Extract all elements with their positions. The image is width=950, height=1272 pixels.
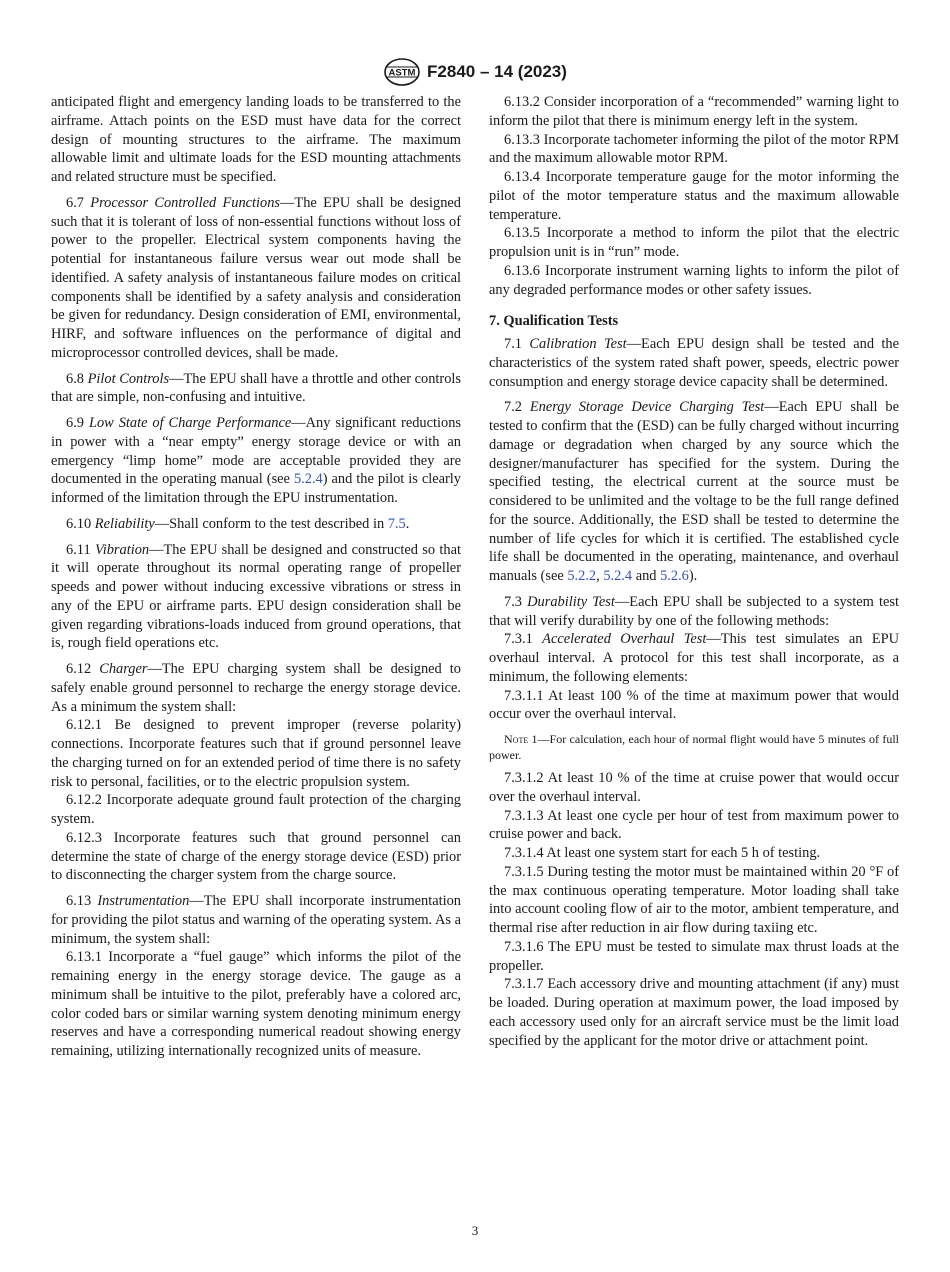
section-7-3-1-2: 7.3.1.2 At least 10 % of the time at cruise power that would occur over the overhaul interval. bbox=[489, 770, 899, 805]
section-7-3: 7.3 Durability Test—Each EPU shall be subjected to a system test that will verify durability by one of the following methods: bbox=[489, 593, 899, 629]
section-6-9: 6.9 Low State of Charge Performance—Any significant reductions in power with a “near empty” energy storage device or with an emergency “limp home” mode are acceptable provided they are documented in the operating manual (see 5.2.4) and the pilot is clearly informed of the limitation through the EPU instrumentation. bbox=[51, 415, 461, 506]
section-7-3-1-1: 7.3.1.1 At least 100 % of the time at maximum power that would occur over the overhaul interval. bbox=[489, 687, 899, 723]
section-6-13-2: 6.13.2 Consider incorporation of a “recommended” warning light to inform the pilot that there is minimum energy left in the system. bbox=[489, 94, 899, 129]
section-7-3-1-7: 7.3.1.7 Each accessory drive and mounting attachment (if any) must be loaded. During operation at maximum power, the load imposed by each accessory used only for an aircraft service must be the limit load specified by the applicant for the motor drive or attachment point. bbox=[489, 976, 899, 1049]
section-7-3-1: 7.3.1 Accelerated Overhaul Test—This test simulates an EPU overhaul interval. A protocol for this test shall incorporate, as a minimum, the following elements: bbox=[489, 631, 899, 685]
page-number: 3 bbox=[471, 1223, 479, 1238]
xref-7-5[interactable]: 7.5 bbox=[387, 515, 406, 532]
section-6-11: 6.11 Vibration—The EPU shall be designed and constructed so that it will operate throughout its normal operating range of propeller speeds and power without inducing excessive vibrations or stress in any of the EPU or airframe parts. EPU design consideration shall be given regarding vibrations-loads induced from ground operations, that is, rough field operations etc. bbox=[51, 541, 461, 652]
left-column bbox=[51, 93, 461, 1061]
section-7-1: 7.1 Calibration Test—Each EPU design shall be tested and the characteristics of the system rated shaft power, speeds, electric power consumption and energy storage device capacity shall be determined. bbox=[489, 336, 899, 390]
section-6-13-6: 6.13.6 Incorporate instrument warning lights to inform the pilot of any degraded performance modes or other safety issues. bbox=[489, 262, 899, 298]
section-6-8: 6.8 Pilot Controls—The EPU shall have a throttle and other controls that are simple, non-confusing and intuitive. bbox=[51, 370, 461, 406]
section-6-12: 6.12 Charger—The EPU charging system shall be designed to safely enable ground personnel to recharge the energy storage device. As a minimum the system shall: bbox=[51, 661, 461, 715]
section-7-2: 7.2 Energy Storage Device Charging Test—Each EPU shall be tested to confirm that the (ESD) can be fully charged without incurring damage or degradation when charged by any source which the designer/manufacturer has specified for the system. During the specified testing, the electrical current at the source must be considered to be unlimited and the voltage to be the full range defined for the source. Additionally, the ESD shall be tested to determine the number of life cycles for which it is certified. The established cycle life shall be documented in the operating, maintenance, and overhaul manuals (see 5.2.2, 5.2.4 and 5.2.6). bbox=[489, 399, 899, 584]
section-7-3-1-4: 7.3.1.4 At least one system start for each 5 h of testing. bbox=[504, 845, 821, 861]
section-7-3-1-3: 7.3.1.3 At least one cycle per hour of test from maximum power to cruise power and back. bbox=[489, 807, 899, 843]
xref-5-2-4[interactable]: 5.2.4 bbox=[293, 471, 323, 488]
document-designation: F2840 – 14 (2023) bbox=[427, 62, 567, 81]
section-6-13-4: 6.13.4 Incorporate temperature gauge for the motor informing the pilot of the motor temperature status and the maximum allowable temperature. bbox=[489, 169, 899, 223]
section-6-13-5: 6.13.5 Incorporate a method to inform the pilot that the electric propulsion unit is in “run” mode. bbox=[489, 225, 899, 260]
page-header bbox=[0, 55, 950, 89]
section-6-13-3: 6.13.3 Incorporate tachometer informing the pilot of the motor RPM and the maximum allowable motor RPM. bbox=[489, 131, 899, 167]
section-6-12-2: 6.12.2 Incorporate adequate ground fault protection of the charging system. bbox=[51, 792, 461, 827]
note-1: Note 1—For calculation, each hour of normal flight would have 5 minutes of full power. bbox=[489, 732, 899, 762]
section-7-3-1-6: 7.3.1.6 The EPU must be tested to simulate max thrust loads at the propeller. bbox=[489, 938, 899, 974]
section-6-12-3: 6.12.3 Incorporate features such that ground personnel can determine the state of charge of the energy storage device (ESD) prior to disconnecting the charger system from the charge source. bbox=[51, 829, 461, 884]
right-column bbox=[489, 93, 899, 1050]
section-6-13: 6.13 Instrumentation—The EPU shall incorporate instrumentation for providing the pilot status and warning of the operating system. As a minimum, the system shall: bbox=[51, 893, 461, 947]
section-6-7: 6.7 Processor Controlled Functions—The EPU shall be designed such that it is tolerant of loss of non-essential functions without loss of power to the propeller. Electrical system components having the potential for instantaneous failure versus wear out mode shall be identified. A safety analysis of instantaneous failure modes on critical components shall be identified by a safety analysis and consideration be given for redundancy. Design consideration of EMI, environmental, HIRF, and software influences on the performance of digital and microprocessor controlled devices, shall be made. bbox=[51, 194, 461, 361]
section-7-heading: 7. Qualification Tests bbox=[489, 313, 619, 330]
svg-text:ASTM: ASTM bbox=[388, 67, 416, 79]
xref-5-2-2[interactable]: 5.2.2 bbox=[567, 568, 597, 584]
astm-logo bbox=[383, 57, 421, 87]
section-6-13-1: 6.13.1 Incorporate a “fuel gauge” which informs the pilot of the remaining energy in the energy storage device. The gauge as a minimum shall be intuitive to the pilot, preferably have a colored arc, color coded bars or similar warning system denoting minimum energy reserves and have a corresponding numerical readout showing energy remaining, utilizing internationally recognized units of measure. bbox=[51, 949, 461, 1059]
section-6-12-1: 6.12.1 Be designed to prevent improper (reverse polarity) connections. Incorporate features such that if ground personnel leave the charging turned on for an extended period of time there is no safety risk to personal, facilities, or to the electric propulsion system. bbox=[51, 717, 461, 790]
xref-5-2-6[interactable]: 5.2.6 bbox=[660, 568, 689, 584]
xref-5-2-4[interactable]: 5.2.4 bbox=[603, 568, 633, 584]
section-6-10: 6.10 Reliability—Shall conform to the test described in 7.5. bbox=[66, 515, 410, 532]
paragraph-continuation: anticipated flight and emergency landing loads to be transferred to the airframe. Attach points on the ESD must have data for the correct design of mounting structures to the airframe. The maximum allowable limit and ultimate loads for the ESD mounting attachments and related structure must be specified. bbox=[51, 94, 461, 185]
section-7-3-1-5: 7.3.1.5 During testing the motor must be maintained within 20 °F of the max continuous operating temperature. Motor loading shall take into account cooling flow of air to the motor, ambient temperature, and thermal rise after reduction in air flow during taxiing etc. bbox=[489, 863, 899, 936]
